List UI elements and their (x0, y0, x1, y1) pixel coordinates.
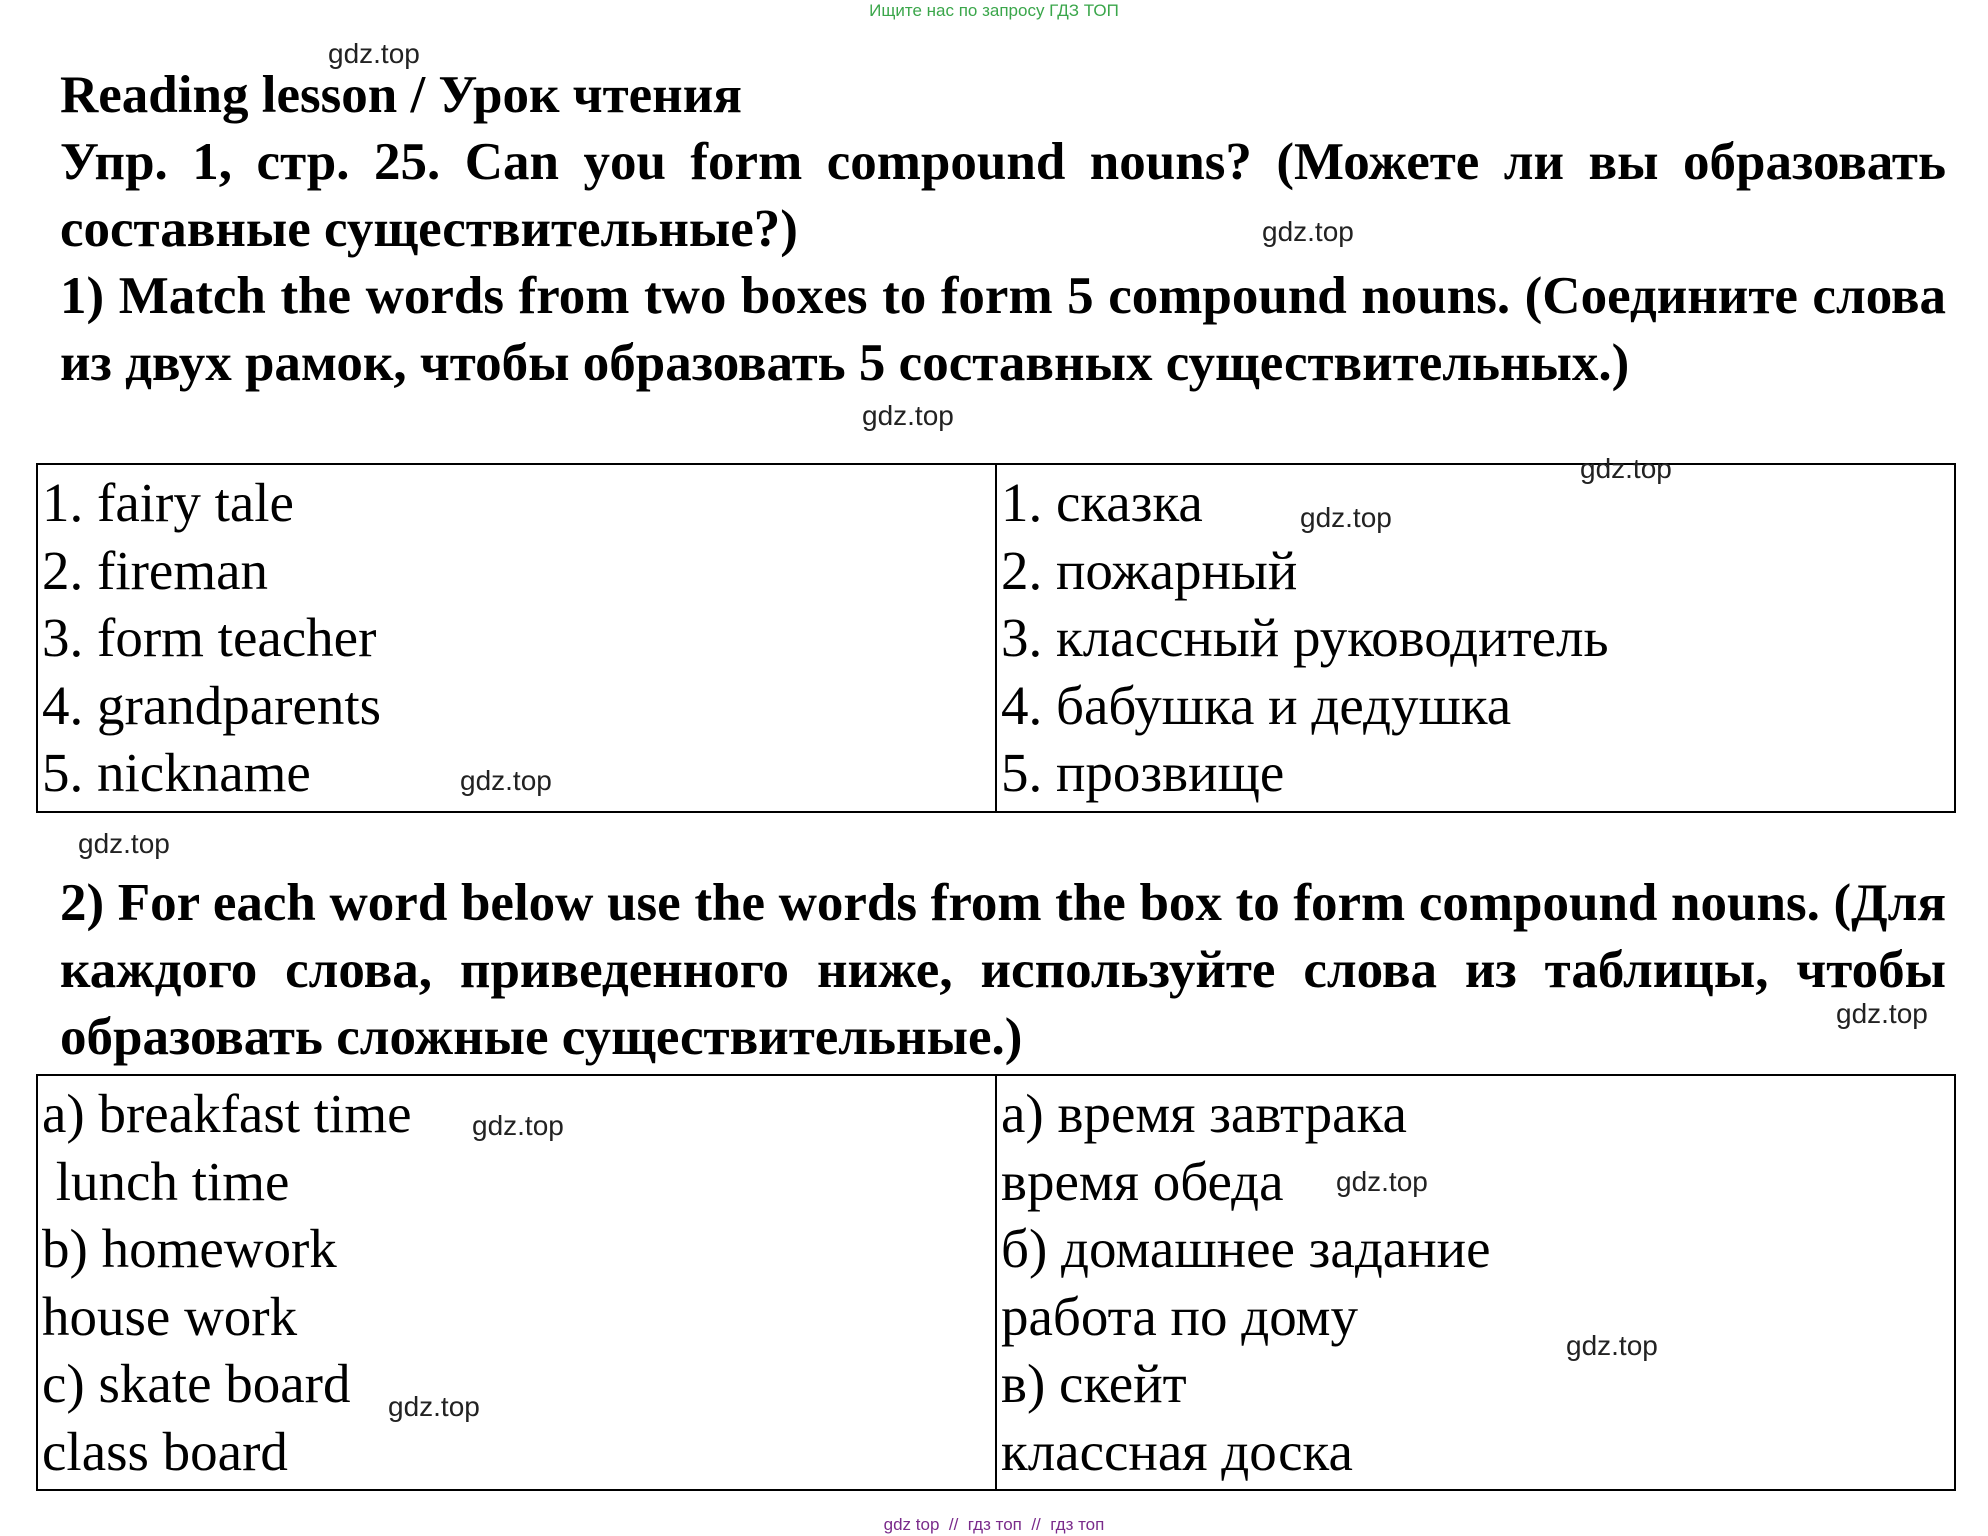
list-item: работа по дому (1001, 1285, 1358, 1347)
watermark: gdz.top (460, 765, 552, 796)
watermark: gdz.top (1336, 1166, 1428, 1197)
list-item: house work (42, 1285, 298, 1347)
list-item: время обеда (1001, 1150, 1284, 1212)
watermark: gdz.top (78, 828, 170, 859)
list-item: 2. пожарный (1001, 539, 1298, 601)
english-column (37, 464, 996, 812)
list-item: 5. прозвище (1001, 742, 1285, 803)
table-row (37, 464, 1955, 812)
task-1-instructions: 1) Match the words from two boxes to form 5 compound nouns. (Соедините слова из двух рамок, чтобы образовать 5 составных существительных.) (60, 267, 1946, 392)
footer: gdz top // гдз топ // гдз топ (883, 1515, 1105, 1534)
watermark: gdz.top (1566, 1330, 1658, 1361)
list-item: c) skate board (42, 1353, 351, 1414)
watermark: gdz.top (328, 38, 420, 69)
watermark: gdz.top (388, 1391, 480, 1422)
list-item: b) homework (42, 1218, 337, 1279)
list-item: 4. grandparents (42, 674, 382, 736)
list-item: б) домашнее задание (1001, 1218, 1491, 1279)
list-item: 5. nickname (42, 742, 311, 803)
list-item: class board (42, 1420, 288, 1482)
list-item: 1. fairy tale (42, 472, 294, 533)
task-2-instructions: 2) For each word below use the words from the box to form compound nouns. (Для каждого слова, приведенного ниже, используйте слова из таблицы, чтобы образовать сложные существительные.) (60, 874, 1946, 1066)
list-item: lunch time (42, 1150, 290, 1212)
lesson-title: Reading lesson / Урок чтения (60, 66, 742, 124)
watermark: gdz.top (862, 400, 954, 431)
list-item: 3. классный руководитель (1001, 607, 1609, 668)
exercise-title: Упр. 1, стр. 25. Can you form compound nouns? (Можете ли вы образовать составные существительные?) (60, 133, 1946, 258)
task-2-block (60, 870, 1946, 1071)
list-item: а) время завтрака (1001, 1083, 1407, 1144)
list-item: 3. form teacher (42, 607, 377, 668)
watermark: gdz.top (1836, 998, 1928, 1029)
compound-nouns-table-1 (36, 463, 1956, 813)
russian-column (996, 464, 1955, 812)
list-item: 4. бабушка и дедушка (1001, 674, 1512, 736)
list-item: 1. сказка (1001, 472, 1203, 533)
list-item: a) breakfast time (42, 1083, 412, 1144)
list-item: классная доска (1001, 1420, 1353, 1482)
watermark: gdz.top (1300, 502, 1392, 533)
list-item: 2. fireman (42, 539, 269, 601)
compound-nouns-table-2 (36, 1074, 1956, 1491)
watermark: gdz.top (1262, 216, 1354, 247)
watermark: gdz.top (472, 1110, 564, 1141)
table-row (37, 1075, 1955, 1490)
top-banner: Ищите нас по запросу ГДЗ ТОП (869, 1, 1119, 20)
watermark: gdz.top (1580, 453, 1672, 484)
document-body (60, 62, 1946, 397)
list-item: в) скейт (1001, 1353, 1187, 1414)
russian-column (996, 1075, 1955, 1490)
